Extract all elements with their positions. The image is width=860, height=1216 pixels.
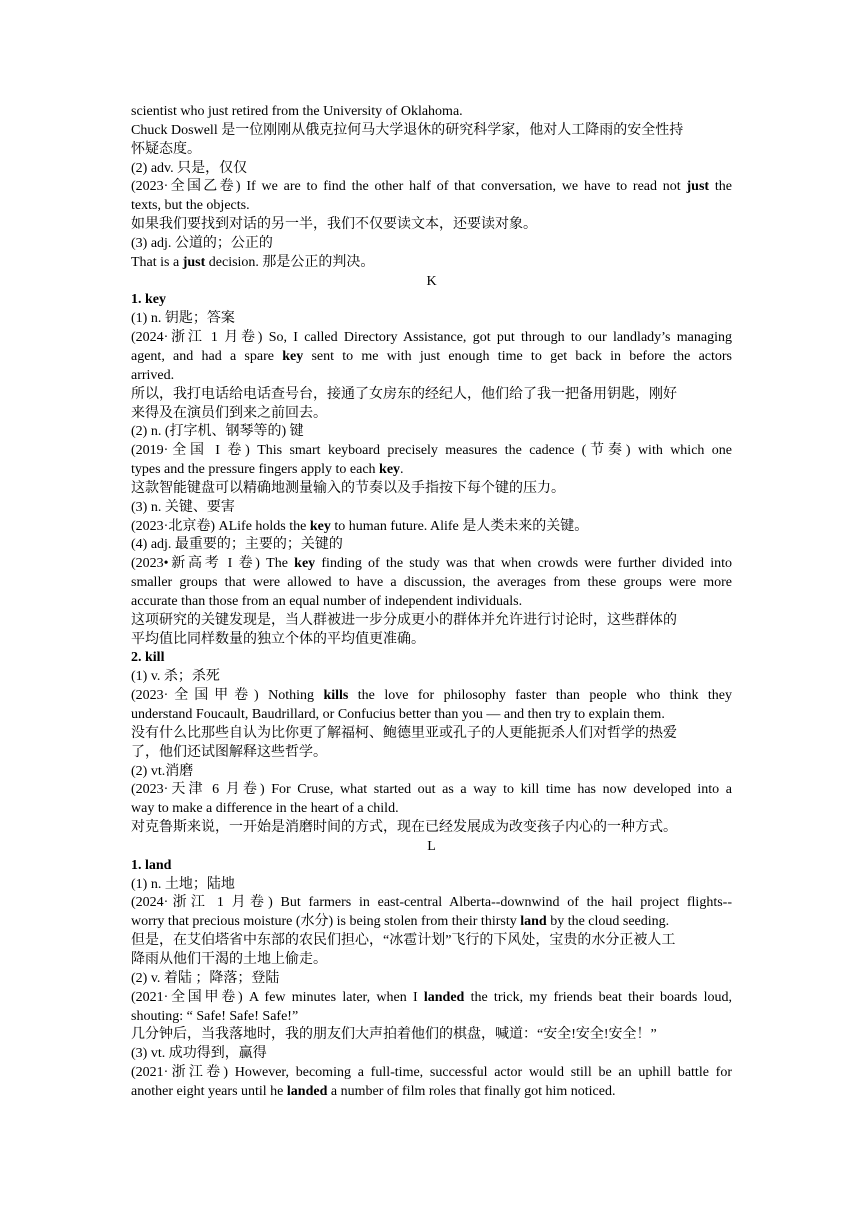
text-line: 对克鲁斯来说，一开始是消磨时间的方式，现在已经发展成为改变孩子内心的一种方式。 xyxy=(131,820,677,836)
text-span: (2019·全国 I 卷) This smart keyboard precisely measures the cadence (节奏) with which one xyxy=(131,443,732,459)
text-span: (2021·浙江卷) However, becoming a full-time, successful actor would still be an uphill battle for xyxy=(131,1065,732,1081)
entry-headword: 2. kill xyxy=(131,650,165,666)
text-line: 没有什么比那些自认为比你更了解福柯、鲍德里亚或孔子的人更能扼杀人们对哲学的热爱 xyxy=(131,725,677,741)
text-line: accurate than those from an equal number of independent individuals. xyxy=(131,593,523,609)
keyword-bold: kills xyxy=(323,688,349,704)
text-span: (2024·浙江 1 月卷) So, I called Directory Assistance, got put through to our landlady’s managing xyxy=(131,330,732,346)
text-line xyxy=(131,989,732,1008)
text-line: understand Foucault, Baudrillard, or Confucius better than you — and then try to explain them. xyxy=(131,707,665,722)
text-span: (2023·全国乙卷) If we are to find the other half of that conversation, we have to read not xyxy=(131,179,687,195)
text-line xyxy=(131,555,732,574)
text-line xyxy=(131,913,732,932)
section-letter-heading: L xyxy=(427,838,436,854)
text-span: (2023·北京卷) ALife holds the xyxy=(131,518,310,534)
text-line: (1) n. 土地；陆地 xyxy=(131,876,235,892)
text-span: (2023·全国甲卷) Nothing xyxy=(131,688,324,704)
text-line: 如果我们要找到对话的另一半，我们不仅要读文本，还要读对象。 xyxy=(131,217,537,233)
text-line: texts, but the objects. xyxy=(131,198,250,214)
text-line xyxy=(131,518,732,537)
text-span: (2023•新高考 I 卷) The xyxy=(131,556,295,572)
entry-headword: 1. land xyxy=(131,857,172,873)
text-span: another eight years until he xyxy=(131,1083,287,1099)
text-line xyxy=(131,329,732,348)
text-line: 了，他们还试图解释这些哲学。 xyxy=(131,744,327,760)
text-line: 怀疑态度。 xyxy=(131,141,201,157)
text-line: (1) v. 杀；杀死 xyxy=(131,669,220,685)
text-line: 平均值比同样数量的独立个体的平均值更准确。 xyxy=(131,631,425,647)
text-span: by the cloud seeding. xyxy=(546,914,670,930)
text-line xyxy=(131,781,732,800)
text-span: types and the pressure fingers apply to each xyxy=(131,462,380,478)
text-line: (3) vt. 成功得到，赢得 xyxy=(131,1046,267,1062)
keyword-bold: just xyxy=(182,254,206,270)
text-span: decision. 那是公正的判决。 xyxy=(205,254,375,270)
text-line: arrived. xyxy=(131,367,175,383)
keyword-bold: landed xyxy=(286,1083,328,1099)
text-line: 这款智能键盘可以精确地测量输入的节奏以及手指按下每个键的压力。 xyxy=(131,480,565,496)
text-span: the trick, my friends beat their boards loud, xyxy=(464,989,733,1005)
text-span: to human future. Alife 是人类未来的关键。 xyxy=(330,518,589,534)
text-span: a number of film roles that finally got him noticed. xyxy=(327,1083,616,1099)
keyword-bold: key xyxy=(309,518,331,534)
text-span: (2023·天津 6 月卷) For Cruse, what started out as a way to kill time has now developed into a xyxy=(131,782,732,798)
text-line: 降雨从他们干渴的土地上偷走。 xyxy=(131,951,327,967)
text-line: 但是，在艾伯塔省中东部的农民们担心，“冰雹计划”飞行的下风处，宝贵的水分正被人工 xyxy=(131,933,676,949)
document-page xyxy=(131,103,732,1102)
text-line xyxy=(131,348,732,367)
keyword-bold: key xyxy=(282,348,304,364)
text-line: (2) n. (打字机、钢琴等的) 键 xyxy=(131,424,304,440)
text-line: (4) adj. 最重要的；主要的；关键的 xyxy=(131,537,343,553)
text-line: way to make a difference in the heart of a child. xyxy=(131,801,399,817)
text-span: That is a xyxy=(131,254,183,270)
entry-headword: 1. key xyxy=(131,292,166,308)
text-line: Chuck Doswell 是一位刚刚从俄克拉何马大学退休的研究科学家，他对人工降雨的安全性持 xyxy=(131,122,684,138)
text-line: 这项研究的关键发现是，当人群被进一步分成更小的群体并允许进行讨论时，这些群体的 xyxy=(131,612,677,628)
text-line xyxy=(131,254,732,273)
text-line: (2) vt.消磨 xyxy=(131,763,194,779)
text-span: smaller groups that were allowed to have a discussion, the averages from these groups were more xyxy=(131,575,732,591)
text-span: worry that precious moisture (水分) is being stolen from their thirsty xyxy=(131,914,521,930)
text-line xyxy=(131,1083,732,1102)
keyword-bold: key xyxy=(294,556,316,572)
keyword-bold: key xyxy=(379,462,401,478)
section-letter-heading: K xyxy=(426,273,437,289)
text-line xyxy=(131,687,732,706)
text-span: (2024·浙江 1 月卷) But farmers in east-central Alberta--downwind of the hail project flights-- xyxy=(131,895,732,911)
text-line: (2) v. 着陆 ；降落；登陆 xyxy=(131,970,280,986)
text-span: the love for philosophy faster than people who think they xyxy=(348,688,732,704)
keyword-bold: landed xyxy=(423,989,465,1005)
text-span: sent to me with just enough time to get back in before the actors xyxy=(303,348,732,364)
keyword-bold: land xyxy=(520,914,547,930)
text-line: (3) adj. 公道的；公正的 xyxy=(131,235,273,251)
keyword-bold: just xyxy=(686,179,710,195)
text-span: agent, and had a spare xyxy=(131,348,283,364)
text-line: 所以，我打电话给电话查号台，接通了女房东的经纪人，他们给了我一把备用钥匙，刚好 xyxy=(131,386,677,402)
text-line xyxy=(131,574,732,593)
text-line xyxy=(131,178,732,197)
text-span: . xyxy=(400,462,404,478)
text-span: (2021·全国甲卷) A few minutes later, when I xyxy=(131,989,424,1005)
text-span: the xyxy=(709,179,732,195)
text-line: (1) n. 钥匙；答案 xyxy=(131,311,235,327)
text-line: 来得及在演员们到来之前回去。 xyxy=(131,405,327,421)
text-line xyxy=(131,461,732,480)
text-line: (3) n. 关键、要害 xyxy=(131,499,235,515)
text-line: 几分钟后，当我落地时，我的朋友们大声拍着他们的棋盘，喊道：“安全!安全!安全！” xyxy=(131,1027,657,1043)
text-line: scientist who just retired from the University of Oklahoma. xyxy=(131,104,463,119)
text-line xyxy=(131,442,732,461)
text-line xyxy=(131,1064,732,1083)
text-line: shouting: “ Safe! Safe! Safe!” xyxy=(131,1008,299,1024)
text-line: (2) adv. 只是，仅仅 xyxy=(131,160,248,176)
text-line xyxy=(131,894,732,913)
text-span: finding of the study was that when crowds were further divided into xyxy=(315,556,732,572)
